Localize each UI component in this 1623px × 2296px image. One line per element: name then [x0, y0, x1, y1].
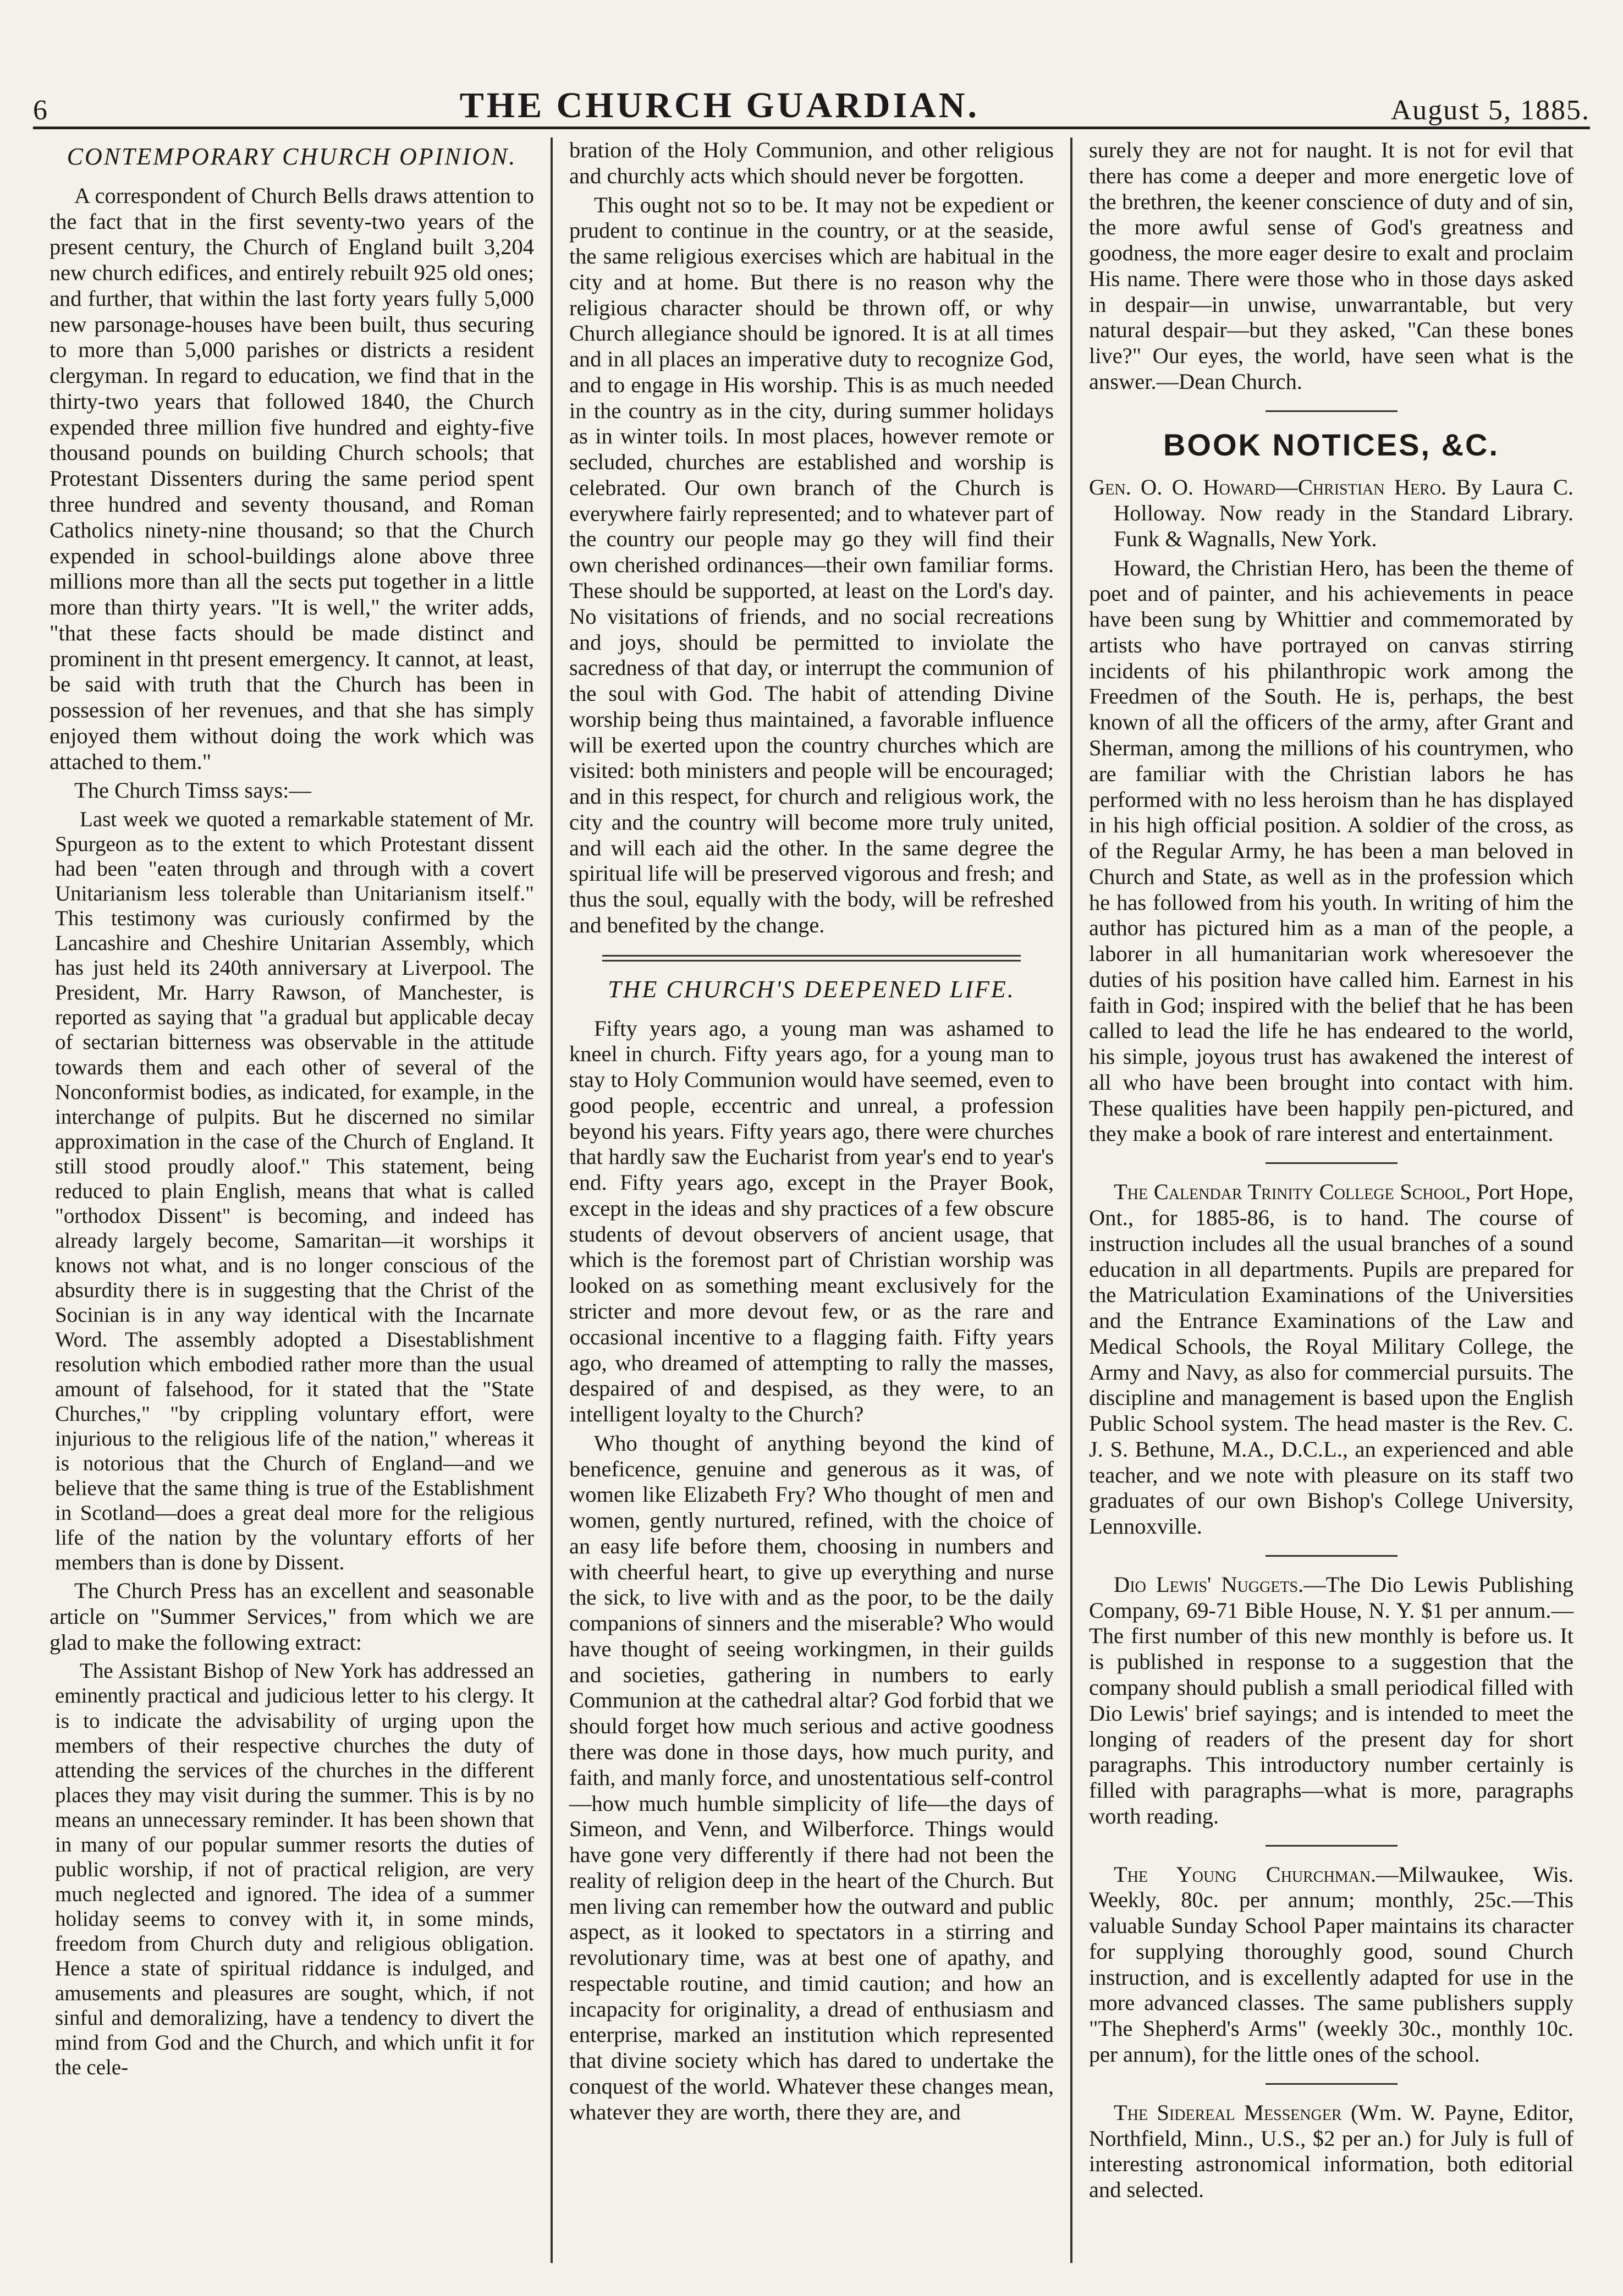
notice-body: (Wm. W. Payne, Editor, Northfield, Minn., U.S., $2 per an.) for July is full of interesting astronomical information, both editorial and selected.: [1089, 2100, 1574, 2202]
paragraph: Howard, the Christian Hero, has been the theme of poet and of painter, and his achievements in peace have been sung by Whittier and commemorated by artists who have portrayed on canvas stirring incidents of his philanthropic work among the Freedmen of the South. He is, perhaps, the best known of all the officers of the army, after Grant and Sherman, among the millions of his countrymen, who are familiar with the Christian labors he has performed with no less heroism than he has displayed in his high official position. A soldier of the cross, as of the Regular Army, he has been a man beloved in Church and State, as well as in the profession which he has followed from his youth. In writing of him the author has pictured him as a man of the people, a laborer in all humanitarian work wheresoever the duties of his position have called him. Earnest in his faith in God; inspired with the belief that he has been called to lead the life he has endeared to the world, his simple, joyous trust has awakened the interest of all who have been brought into contact with him. These qualities have been happily pen-pictured, and they make a book of rare interest and entertainment.: [1089, 555, 1574, 1146]
section-heading-deepened-life: THE CHURCH'S DEEPENED LIFE.: [608, 975, 1015, 1003]
column-2: [551, 138, 1070, 2263]
divider: [1266, 1162, 1398, 1164]
section-heading-contemporary-opinion: CONTEMPORARY CHURCH OPINION.: [67, 143, 517, 170]
notice-body: Port Hope, Ont., for 1885-86, is to hand. The course of instruction includes all the usual branches of a sound education in all departments. Pupils are prepared for the Matriculation Examinations of the Universities and the Entrance Examinations of the Law and Medical Schools, the Royal Military College, the Army and Navy, as also for commercial pursuits. The discipline and management is based upon the English Public School system. The head master is the Rev. C. J. S. Bethune, M.A., D.C.L., an experienced and able teacher, and we note with pleasure on its staff two graduates of our own Bishop's College University, Lennoxville.: [1089, 1179, 1574, 1539]
column-1: [33, 138, 551, 2263]
book-title: Gen. O. O. Howard—Christian Hero.: [1089, 475, 1447, 500]
divider: [1266, 1555, 1398, 1557]
book-notice: [1089, 1862, 1574, 2068]
book-notice: [1089, 1572, 1574, 1830]
section-divider: [602, 955, 1021, 962]
paragraph: surely they are not for naught. It is not for evil that there has come a deeper and more energetic love of the brethren, the keener conscience of duty and of sin, the more awful sense of God's greatness and goodness, the more eager desire to exalt and proclaim His name. There were those who in those days asked in despair—in unwise, unwarrantable, but very natural despair—but they asked, "Can these bones live?" Our eyes, the world, have seen what is the answer.—Dean Church.: [1089, 138, 1574, 394]
section-heading-book-notices: BOOK NOTICES, &C.: [1163, 427, 1500, 462]
book-notice: [1089, 2100, 1574, 2203]
issue-date: August 5, 1885.: [1390, 95, 1590, 126]
notice-title: Dio Lewis' Nuggets.: [1114, 1572, 1304, 1597]
book-notice-header: [1089, 475, 1574, 552]
book-notice: [1089, 1179, 1574, 1540]
paragraph: bration of the Holy Communion, and other religious and churchly acts which should never be forgotten.: [569, 138, 1054, 188]
divider: [1266, 1845, 1398, 1847]
divider: [1266, 410, 1398, 412]
notice-title: The Calendar Trinity College School,: [1114, 1179, 1471, 1205]
notice-body: —Milwaukee, Wis. Weekly, 80c. per annum; monthly, 25c.—This valuable Sunday School Paper maintains its character for supplying thoroughly good, sound Church instruction, and is excellently adapted for use in the more advanced classes. The same publishers supply "The Shepherd's Arms" (weekly 30c., monthly 10c. per annum), for the little ones of the school.: [1089, 1861, 1574, 2067]
newspaper-title: THE CHURCH GUARDIAN.: [459, 85, 980, 125]
paragraph: A correspondent of Church Bells draws attention to the fact that in the first seventy-two years of the present century, the Church of England built 3,204 new church edifices, and entirely rebuilt 925 old ones; and further, that within the last forty years fully 5,000 new parsonage-houses have been built, thus securing to more than 5,000 parishes or districts a resident clergyman. In regard to education, we find that in the thirty-two years that followed 1840, the Church expended three million five hundred and eighty-five thousand pounds on building Church schools; that Protestant Dissenters during the same period spent three hundred and seventy thousand, and Roman Catholics ninety-nine thousand; so that the Church expended in school-buildings alone above three millions more than all the sects put together in a little more than thirty years. "It is well," the writer adds, "that these facts should be made distinct and prominent in tht present emergency. It cannot, at least, be said with truth that the Church has been in possession of her revenues, and that she has simply enjoyed them without doing the work which was attached to them.": [49, 183, 534, 774]
notice-title: The Young Churchman.: [1114, 1861, 1377, 1887]
paragraph: Who thought of anything beyond the kind of beneficence, genuine and generous as it was, of women like Elizabeth Fry? Who thought of men and women, gently nurtured, refined, with the choice of an easy life before them, choosing in numbers and with cheerful heart, to give up everything and nurse the sick, to live with and as the poor, to be the daily companions of sinners and the miserable? Who would have thought of seeing workingmen, in their guilds and societies, gathering in numbers to early Communion at the cathedral altar? God forbid that we should forget how much serious and active goodness there was done in those days, how much purity, and faith, and manly force, and unostentatious self-control—how much humble simplicity of life—the days of Simeon, and Venn, and Wilberforce. Things would have gone very differently if there had not been the reality of religion deep in the heart of the Church. But men living can remember how the outward and public aspect, as it looked to spectators in a stirring and revolutionary time, was at best one of apathy, and respectable routine, and timid caution; and how an incapacity for originality, a dread of enthusiasm and enterprise, marked an institution which represented that divine society which has dared to undertake the conquest of the world. Whatever these changes mean, whatever they are worth, there they are, and: [569, 1430, 1054, 2124]
paragraph: Fifty years ago, a young man was ashamed to kneel in church. Fifty years ago, for a young man to stay to Holy Communion would have seemed, even to good people, eccentric and unreal, a profession beyond his years. Fifty years ago, there were churches that hardly saw the Eucharist from year's end to year's end. Fifty years ago, except in the Prayer Book, except in the ideas and shy practices of a few obscure students of devout observers of ancient usage, that which is the foremost part of Christian worship was looked on as something meant exclusively for the stricter and more devout few, or as the rare and occasional incentive to a flagging faith. Fifty years ago, who dreamed of attempting to rally the masses, despaired of and despised, as they were, to an intelligent loyalty to the Church?: [569, 1015, 1054, 1427]
notice-title: The Sidereal Messenger: [1114, 2100, 1342, 2125]
column-3: [1070, 138, 1590, 2263]
quoted-paragraph: The Assistant Bishop of New York has addressed an eminently practical and judicious letter to his clergy. It is to indicate the advisability of urging upon the members of their respective churches the duty of attending the services of the churches in the different places they may visit during the summer. This is by no means an unnecessary reminder. It has been shown that in many of our popular summer resorts the duties of public worship, if not of practical religion, are very much neglected and ignored. The idea of a summer holiday seems to convey with it, in some minds, freedom from Church duty and religious obligation. Hence a state of spiritual riddance is indulged, and amusements and pleasures are sought, which, if not sinful and demoralizing, have a tendency to divert the mind from God and the Church, and which unfit it for the cele-: [55, 1659, 534, 2079]
paragraph: The Church Press has an excellent and seasonable article on "Summer Services," from which we are glad to make the following extract:: [49, 1578, 534, 1655]
masthead: [33, 83, 1590, 129]
page-number: 6: [33, 95, 48, 126]
paragraph: The Church Timss says:—: [74, 778, 311, 803]
quoted-paragraph: Last week we quoted a remarkable statement of Mr. Spurgeon as to the extent to which Protestant dissent had been "eaten through and through with a covert Unitarianism less tolerable than Unitarianism itself." This testimony was curiously confirmed by the Lancashire and Cheshire Unitarian Assembly, which has just held its 240th anniversary at Liverpool. The President, Mr. Harry Rawson, of Manchester, is reported as saying that "a gradual but applicable decay of sectarian bitterness was observable in the attitude towards them and each other of several of the Nonconformist bodies, as indicated, for example, in the interchange of pulpits. But he discerned no similar approximation in the case of the Church of England. It still stood proudly aloof." This statement, being reduced to plain English, means that what is called "orthodox Dissent" is becoming, and indeed has already largely become, Samaritan—it worships it knows not what, and is no longer conscious of the absurdity there is in suggesting that the Christ of the Socinian is in any way identical with the Incarnate Word. The assembly adopted a Disestablishment resolution which embodied rather more than the usual amount of falsehood, for it stated that the "State Churches," "by crippling voluntary effort, were injurious to the religious life of the nation," whereas it is notorious that the Church of England—and we believe that the same thing is true of the Establishment in Scotland—does a great deal more for the religious life of the nation by the voluntary efforts of her members than is done by Dissent.: [55, 808, 534, 1575]
divider: [1266, 2083, 1398, 2085]
book-details: By Laura C. Holloway. Now ready in the Standard Library. Funk & Wagnalls, New York.: [1114, 475, 1574, 551]
paragraph: This ought not so to be. It may not be expedient or prudent to continue in the country, or at the seaside, the same religious exercises which are habitual in the city and at home. But there is no reason why the religious character should be thrown off, or why Church allegiance should be ignored. It is at all times and in all places an imperative duty to recognize God, and to engage in His worship. This is as much needed in the country as in the city, during summer holidays as in winter toils. In most places, however remote or secluded, churches are established and worship is celebrated. Our own branch of the Church is everywhere fairly represented; and to whatever part of the country our people may go they will find their own cherished ordinances—their own familiar forms. These should be supported, at least on the Lord's day. No visitations of friends, and no social recreations and joys, should be permitted to inviolate the sacredness of that day, or interrupt the communion of the soul with God. The habit of attending Divine worship being thus maintained, a favorable influence will be exerted upon the country churches which are visited: both ministers and people will be encouraged; and in this respect, for church and religious work, the city and the country will become more truly united, and will each aid the other. In the same degree the spiritual life will be preserved vigorous and fresh; and thus the soul, equally with the body, will be refreshed and benefited by the change.: [569, 192, 1054, 937]
notice-body: —The Dio Lewis Publishing Company, 69-71 Bible House, N. Y. $1 per annum.—The first number of this new monthly is before us. It is published in response to a suggestion that the company should publish a small periodical filled with Dio Lewis' brief sayings; and is intended to meet the longing of readers of the present day for short paragraphs. This introductory number certainly is filled with paragraphs—what is more, paragraphs worth reading.: [1089, 1572, 1574, 1828]
columns: [33, 138, 1590, 2263]
